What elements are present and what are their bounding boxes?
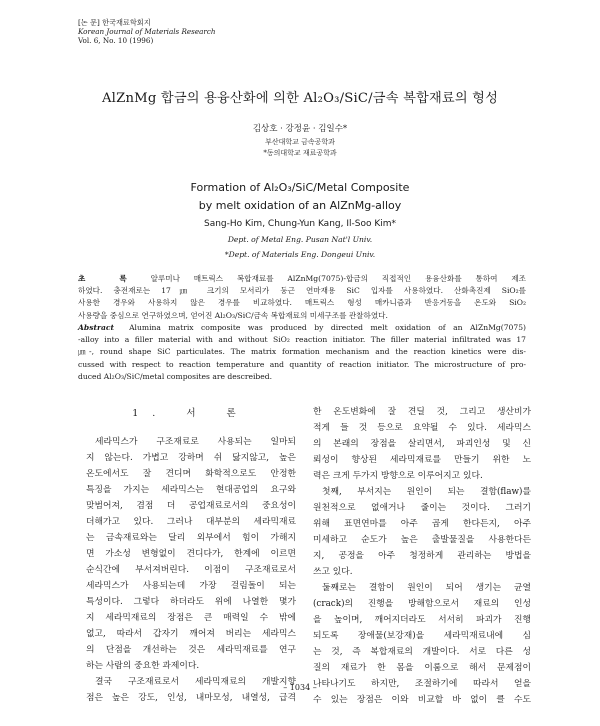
abstract-korean-line	[78, 273, 526, 285]
body-text-line: 세라믹스가 구조재료로 사용되는 일마되	[95, 437, 296, 447]
authors-korean: 김상호 · 강정윤 · 김일수*	[252, 124, 348, 134]
abstract-english-line: duced Al₂O₃/SiC/metal composites are descreibed.	[78, 371, 273, 381]
body-text-line: 지 않는다. 가볍고 강하며 쉬 닳지않고, 높은	[86, 453, 296, 463]
body-text-line: 맞범어져, 겸점 더 공업재료로서의 중요성이	[86, 501, 296, 511]
abstract-korean	[78, 273, 526, 322]
body-text-line: (crack)의 진행을 방해함으로서 재료의 인성	[313, 599, 531, 609]
right-column-text	[313, 404, 531, 708]
body-text-line: 의 본래의 장점을 살리면서, 파괴인성 및 신	[313, 439, 531, 449]
abstract-english-line: ㎛-, round shape SiC particulates. The matrix formation mechanism and the reaction kinetics were dis-	[78, 347, 526, 357]
title-english-line-1: Formation of Al₂O₃/SiC/Metal Composite	[190, 181, 410, 194]
body-text-line: 나타나기도 하지만, 조절하기에 따라서 얻을	[313, 679, 531, 689]
abstract-korean-line: 하였다. 충전재로는 17㎛ 크기의 모서리가 둥근 연마재용 SiC 입자를 사용하였다. 산화촉진제 SiO₂를	[78, 286, 526, 296]
body-text-line: 을 높이며, 깨어지더라도 서서히 파괴가 진행	[313, 615, 531, 625]
body-text-line: 미세하고 순도가 높은 출발물질을 사용한다든	[313, 535, 531, 545]
affiliation-english-1: Dept. of Metal Eng. Pusan Nat'l Univ.	[227, 235, 373, 244]
body-text-line: 지, 공정을 아주 청정하게 관리하는 방법을	[313, 551, 531, 561]
section-heading: 1. 서 론	[132, 408, 250, 419]
body-text-line: 는 것, 즉 복합재료의 개발이다. 서로 다른 성	[313, 647, 531, 657]
body-text-line: 없고, 따라서 갑자기 깨어져 버리는 세라믹스	[86, 629, 296, 639]
body-text-line: 원천적으로 없애거나 줄이는 것이다. 그러기	[313, 503, 531, 513]
page-number: – 1034 –	[283, 683, 317, 692]
body-text-line: 결국 구조재료로서 세라믹재료의 개발지향	[95, 677, 296, 687]
body-text-line: 의 단점을 개선하는 것은 세라믹재료를 연구	[86, 645, 296, 655]
affiliation-english-2: *Dept. of Materials Eng. Dongeui Univ.	[224, 250, 376, 259]
body-text-line: 순식간에 부서져버린다. 이점이 구조재료로서	[86, 565, 296, 575]
body-text-line: 쓰고 있다.	[313, 567, 353, 577]
journal-english-name: Korean Journal of Materials Research	[78, 27, 216, 36]
title-korean: AlZnMg 합금의 용융산화에 의한 Al₂O₃/SiC/금속 복합재료의 형성	[101, 91, 499, 106]
abstract-english-line	[78, 322, 526, 334]
abstract-korean-text: 알루미나 매트릭스 복합재료를 AlZnMg(7075)-합금의 직접적인 용융산화를 통하여 제조	[150, 274, 526, 283]
body-text-line: 뢰성이 향상된 세라믹재료를 만들기 위한 노	[313, 455, 531, 465]
body-text-line: 더해가고 있다. 그러나 대부분의 세라믹재료	[86, 517, 296, 527]
body-right-column	[313, 404, 531, 708]
body-text-line: 적게 들 것 등으로 요약될 수 있다. 세라믹스	[313, 423, 531, 433]
abstract-english-text: Alumina matrix composite was produced by directed melt oxidation of an AlZnMg(7075)	[129, 323, 527, 332]
journal-header	[78, 18, 216, 45]
body-text-line: 수 있는 장점은 이와 비교할 바 없이 클 수도	[313, 695, 531, 705]
journal-volume: Vol. 6, No. 10 (1996)	[78, 36, 154, 45]
body-text-line: 온도에서도 잘 견디며 화학적으로도 안정한	[86, 469, 296, 479]
body-text-line: 점은 높은 강도, 인성, 내마모성, 내열성, 급격	[86, 693, 296, 703]
body-left-column	[86, 406, 296, 706]
body-text-line: 둘째로는 결함이 원인이 되어 생기는 균열	[322, 583, 531, 593]
body-text-line: 한 온도변화에 잘 견딜 것, 그리고 생산비가	[313, 407, 531, 417]
body-text-line: 하는 사람의 중요한 과제이다.	[86, 661, 200, 671]
abstract-english-line: -alloy into a filler material with and without SiO₂ reaction initiator. The filler material infiltrated was 17	[78, 335, 526, 345]
abstract-english-label: Abstract	[78, 323, 115, 332]
body-text-line: 되도록 장애물(보강재)을 세라믹재료내에 심	[313, 631, 531, 641]
body-text-line: 력은 크게 두가지 방향으로 이루어지고 있다.	[313, 471, 483, 481]
body-text-line: 지 세라믹재료의 장점은 큰 매력일 수 밖에	[86, 613, 296, 623]
abstract-english-line: cussed with respect to reaction temperature and quantity of reaction initiator. The microstructure of pro-	[78, 359, 526, 369]
abstract-english	[78, 322, 526, 383]
body-text-line: 세라믹스가 사용되는데 가장 걸림돌이 되는	[86, 581, 296, 591]
abstract-korean-line: 사용량을 중심으로 연구하였으며, 얻어진 Al₂O₃/SiC/금속 복합재료의 미세구조를 관찰하였다.	[78, 310, 388, 320]
body-text-line: 첫째, 부서지는 원인이 되는 결함(flaw)를	[322, 487, 531, 497]
abstract-korean-line: 사용한 경우와 사용하지 않은 경우를 비교하였다. 매트릭스 형성 매카니즘과 반응거동을 온도와 SiO₂	[78, 298, 526, 308]
title-english-line-2: by melt oxidation of an AlZnMg-alloy	[198, 199, 402, 212]
affiliation-korean-2: *동의대학교 재료공학과	[263, 149, 337, 157]
abstract-korean-label: 초 록	[78, 274, 137, 283]
authors-english: Sang-Ho Kim, Chung-Yun Kang, Il-Soo Kim*	[204, 219, 396, 229]
body-text-line: 특성이다. 그렇다 하더라도 위에 나열한 몇가	[86, 597, 296, 607]
journal-korean-name: [논 문] 한국재료학회지	[78, 18, 151, 27]
body-text-line: 위해 표면연마를 아주 곱게 한다든지, 아주	[313, 519, 531, 529]
body-text-line: 면 가소성 변형없이 견디다가, 한계에 이르면	[86, 549, 296, 559]
body-text-line: 질의 재료가 한 몸을 이룸으로 해서 문제점이	[313, 663, 531, 673]
affiliation-korean-1: 부산대학교 금속공학과	[265, 138, 335, 146]
left-column-text	[86, 434, 296, 706]
body-text-line: 특징을 가지는 세라믹스는 현대공업의 요구와	[86, 485, 296, 495]
body-text-line: 는 금속재료와는 달리 외부에서 힘이 가해지	[86, 533, 296, 543]
